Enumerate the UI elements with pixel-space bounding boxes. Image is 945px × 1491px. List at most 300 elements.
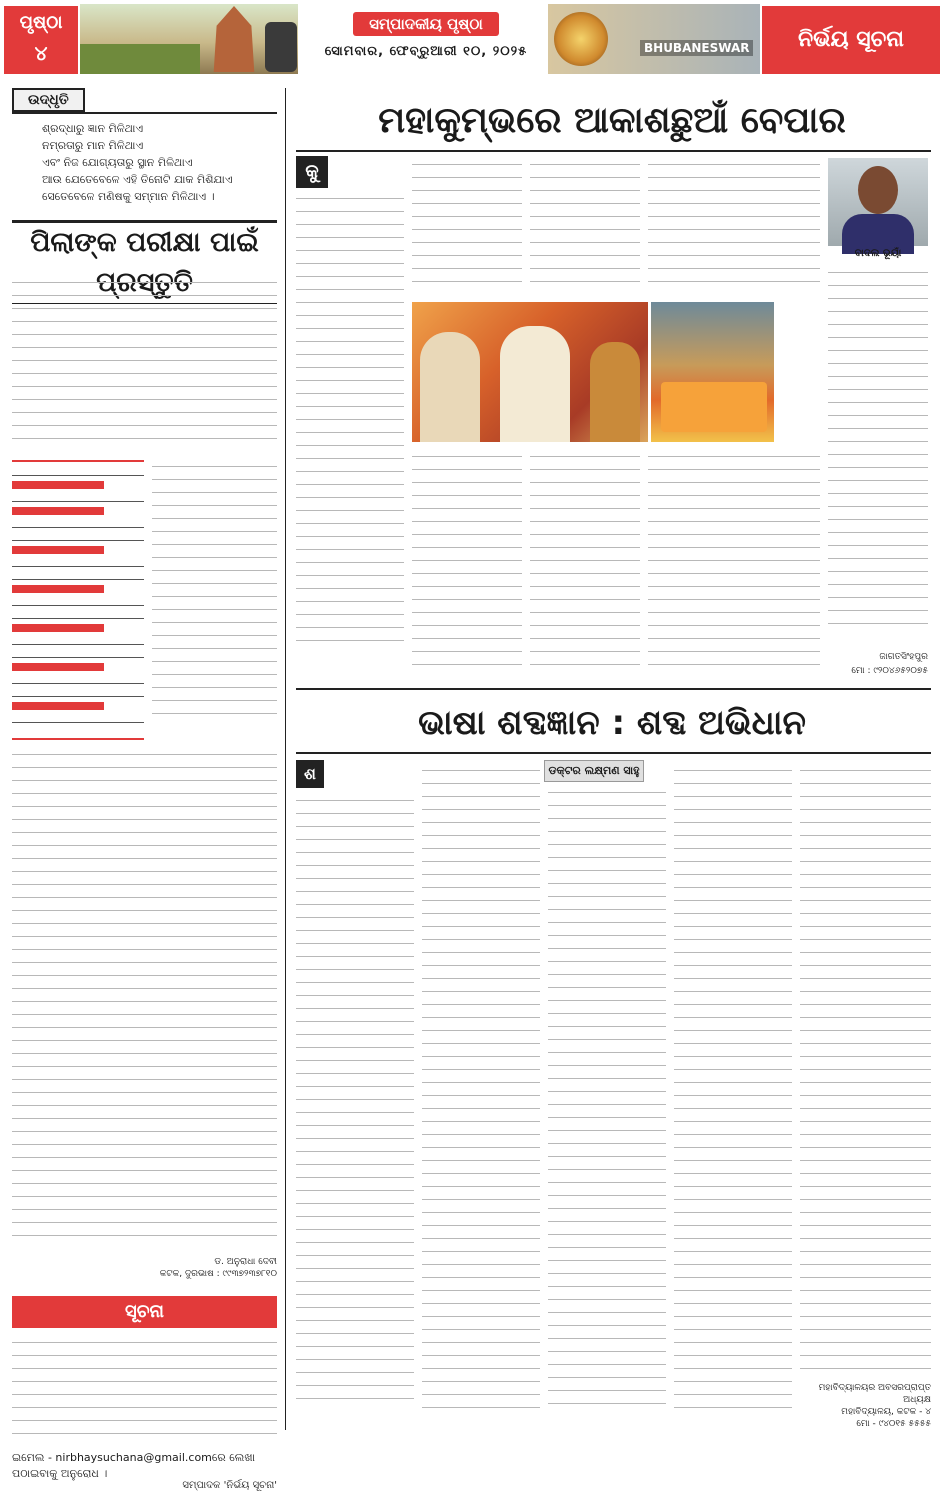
text-line: [548, 1020, 666, 1027]
column-divider: [285, 88, 286, 1430]
kumbh-col-4-bottom: [648, 450, 820, 671]
text-line: [828, 383, 928, 390]
text-line: [12, 1151, 277, 1158]
text-line: [296, 478, 404, 485]
text-line: [800, 946, 931, 953]
text-line: [828, 357, 928, 364]
quote-box: [12, 88, 277, 208]
text-line: [422, 1310, 540, 1317]
text-line: [422, 1141, 540, 1148]
text-line: [296, 1132, 414, 1139]
text-line: [296, 608, 404, 615]
text-line: [296, 1327, 414, 1334]
text-line: [296, 296, 404, 303]
text-line: [296, 833, 414, 840]
text-line: [412, 645, 522, 652]
text-line: [548, 929, 666, 936]
text-line: [296, 1262, 414, 1269]
text-line: [152, 460, 277, 467]
text-line: [828, 292, 928, 299]
text-line: [412, 580, 522, 587]
text-line: [412, 489, 522, 496]
text-line: [12, 663, 104, 671]
text-line: [648, 541, 820, 548]
text-line: [530, 210, 640, 217]
text-line: [296, 322, 404, 329]
text-line: [548, 1254, 666, 1261]
text-line: [674, 1089, 792, 1096]
text-line: [828, 344, 928, 351]
text-line: [412, 606, 522, 613]
text-line: [548, 968, 666, 975]
quote-line: ଶ୍ରଦ୍ଧାରୁ ଜ୍ଞାନ ମିଳିଥାଏ: [42, 122, 144, 135]
text-line: [12, 787, 277, 794]
text-line: [548, 825, 666, 832]
text-line: [422, 1076, 540, 1083]
text-line: [648, 171, 820, 178]
text-line: [152, 707, 277, 714]
text-line: [530, 275, 640, 282]
text-line: [422, 777, 540, 784]
text-line: [674, 1284, 792, 1291]
text-line: [548, 851, 666, 858]
text-line: [648, 645, 820, 652]
text-line: [296, 400, 404, 407]
text-line: [422, 1349, 540, 1356]
text-line: [12, 969, 277, 976]
text-line: [828, 578, 928, 585]
text-line: [548, 1111, 666, 1118]
text-line: [412, 275, 522, 282]
text-line: [548, 1189, 666, 1196]
text-line: [422, 1284, 540, 1291]
text-line: [296, 634, 404, 641]
text-line: [530, 236, 640, 243]
text-line: [12, 611, 144, 619]
text-line: [530, 489, 640, 496]
text-line: [422, 1388, 540, 1395]
text-line: [800, 1284, 931, 1291]
text-line: [12, 572, 144, 580]
text-line: [12, 1177, 277, 1184]
text-line: [12, 507, 104, 515]
language-col-2: [422, 764, 540, 1414]
exam-contact: କଟକ, ଦୁରଭାଷ : ୯୯୩୭୨୩୭୮୧୦: [159, 1269, 277, 1279]
text-line: [548, 981, 666, 988]
text-line: [12, 1229, 277, 1236]
text-line: [530, 450, 640, 457]
text-line: [296, 1379, 414, 1386]
text-line: [422, 933, 540, 940]
text-line: [548, 1228, 666, 1235]
text-line: [800, 998, 931, 1005]
text-line: [12, 943, 277, 950]
text-line: [422, 816, 540, 823]
text-line: [12, 1336, 277, 1343]
text-line: [412, 541, 522, 548]
section-banner: ସମ୍ପାଦକୀୟ ପୃଷ୍ଠା: [353, 12, 499, 36]
text-line: [12, 341, 277, 348]
text-line: [12, 839, 277, 846]
text-line: [674, 855, 792, 862]
text-line: [12, 432, 277, 439]
text-line: [296, 517, 404, 524]
text-line: [800, 1349, 931, 1356]
kumbh-headline: ମହାକୁମ୍ଭରେ ଆକାଶଛୁଆଁ ବେପାର: [378, 100, 846, 141]
text-line: [12, 1388, 277, 1395]
text-line: [152, 577, 277, 584]
language-article: [296, 758, 931, 1430]
quote-line: ନମ୍ରତାରୁ ମାନ ମିଳିଥାଏ: [42, 139, 144, 152]
text-line: [674, 1375, 792, 1382]
text-line: [296, 465, 404, 472]
text-line: [828, 422, 928, 429]
text-line: [422, 946, 540, 953]
text-line: [674, 1401, 792, 1408]
text-line: [548, 1124, 666, 1131]
text-line: [800, 1232, 931, 1239]
text-line: [296, 1340, 414, 1347]
text-line: [412, 567, 522, 574]
text-line: [12, 917, 277, 924]
text-line: [296, 1054, 414, 1061]
text-line: [152, 525, 277, 532]
notice-email: ଇମେଲ - nirbhaysuchana@gmail.comରେ ଲେଖା ପଠାଇବାକୁ ଅନୁରୋଧ ।: [12, 1451, 256, 1480]
text-line: [800, 777, 931, 784]
exam-article-title: ପିଲାଙ୍କ ପରୀକ୍ଷା ପାଇଁ ପ୍ରସ୍ତୁତି: [12, 220, 277, 304]
text-line: [412, 249, 522, 256]
text-line: [648, 632, 820, 639]
text-line: [422, 907, 540, 914]
text-line: [422, 803, 540, 810]
text-line: [800, 920, 931, 927]
text-line: [800, 1271, 931, 1278]
text-line: [828, 461, 928, 468]
text-line: [152, 655, 277, 662]
text-line: [674, 764, 792, 771]
text-line: [530, 502, 640, 509]
headline-rule: [296, 150, 931, 152]
text-line: [12, 419, 277, 426]
text-line: [296, 543, 404, 550]
text-line: [548, 994, 666, 1001]
text-line: [12, 598, 144, 606]
language-sign-line-2: ମହାବିଦ୍ୟାଳୟ, କଟକ - ୪: [841, 1407, 931, 1417]
text-line: [800, 1336, 931, 1343]
text-line: [12, 276, 277, 283]
text-line: [296, 621, 404, 628]
text-line: [828, 591, 928, 598]
text-line: [12, 637, 144, 645]
text-line: [548, 1306, 666, 1313]
text-line: [548, 1098, 666, 1105]
text-line: [800, 764, 931, 771]
text-line: [548, 1072, 666, 1079]
text-line: [648, 197, 820, 204]
page-number: ୪: [34, 41, 48, 65]
text-line: [800, 1050, 931, 1057]
text-line: [422, 1375, 540, 1382]
text-line: [674, 1037, 792, 1044]
text-line: [800, 1258, 931, 1265]
text-line: [422, 1050, 540, 1057]
masthead: [0, 0, 945, 78]
text-line: [674, 816, 792, 823]
text-line: [12, 930, 277, 937]
text-line: [12, 328, 277, 335]
text-line: [828, 305, 928, 312]
language-author: ଡକ୍ଟର ଲକ୍ଷ୍ମଣ ସାହୁ: [544, 760, 644, 782]
text-line: [12, 1349, 277, 1356]
text-line: [422, 1154, 540, 1161]
kumbh-col-3-bottom: [530, 450, 640, 671]
text-line: [12, 1375, 277, 1382]
text-line: [800, 1362, 931, 1369]
text-line: [422, 920, 540, 927]
text-line: [800, 1180, 931, 1187]
text-line: [800, 985, 931, 992]
text-line: [530, 262, 640, 269]
language-col-1: [296, 794, 414, 1405]
text-line: [548, 799, 666, 806]
kumbh-dropcap: କୁ: [296, 156, 328, 188]
text-line: [548, 1241, 666, 1248]
text-line: [674, 1024, 792, 1031]
text-line: [828, 266, 928, 273]
text-line: [412, 158, 522, 165]
text-line: [800, 1037, 931, 1044]
text-line: [530, 249, 640, 256]
text-line: [674, 803, 792, 810]
text-line: [548, 916, 666, 923]
text-line: [530, 541, 640, 548]
text-line: [12, 748, 277, 755]
text-line: [12, 1021, 277, 1028]
page-label: ପୃଷ୍ଠା: [19, 12, 63, 33]
text-line: [548, 877, 666, 884]
text-line: [422, 1011, 540, 1018]
text-line: [800, 816, 931, 823]
text-line: [296, 1249, 414, 1256]
text-line: [296, 1145, 414, 1152]
text-line: [648, 593, 820, 600]
text-line: [674, 1271, 792, 1278]
text-line: [12, 520, 144, 528]
text-line: [296, 1119, 414, 1126]
text-line: [800, 1076, 931, 1083]
text-line: [296, 1210, 414, 1217]
text-line: [548, 903, 666, 910]
text-line: [530, 197, 640, 204]
text-line: [412, 223, 522, 230]
text-line: [296, 309, 404, 316]
text-line: [12, 852, 277, 859]
text-line: [674, 1362, 792, 1369]
language-contact: ମୋ - ୯୪୦୧୫ ୫୫୫୫: [856, 1419, 931, 1429]
text-line: [412, 262, 522, 269]
text-line: [12, 774, 277, 781]
text-line: [422, 1232, 540, 1239]
text-line: [296, 1106, 414, 1113]
text-line: [674, 1349, 792, 1356]
text-line: [12, 982, 277, 989]
text-line: [800, 1193, 931, 1200]
text-line: [548, 1046, 666, 1053]
text-line: [152, 499, 277, 506]
text-line: [800, 972, 931, 979]
text-line: [296, 361, 404, 368]
text-line: [296, 885, 414, 892]
text-line: [800, 855, 931, 862]
text-line: [296, 872, 414, 879]
text-line: [422, 972, 540, 979]
text-line: [12, 1008, 277, 1015]
text-line: [12, 494, 144, 502]
text-line: [800, 1245, 931, 1252]
text-line: [828, 487, 928, 494]
text-line: [800, 868, 931, 875]
text-line: [296, 794, 414, 801]
page-number-box: [4, 6, 78, 74]
text-line: [530, 476, 640, 483]
text-line: [674, 998, 792, 1005]
language-sign-line-1: ମହାବିଦ୍ୟାଳୟର ଅବସରପ୍ରାପ୍ତ ଅଧ୍ୟକ୍ଷ: [818, 1383, 931, 1405]
text-line: [800, 1167, 931, 1174]
quote-line: ଆଉ ଯେତେବେଳେ ଏହି ତିନୋଟି ଯାକ ମିଶିଯାଏ: [42, 173, 233, 186]
text-line: [296, 426, 404, 433]
kumbh-col-3-top: [530, 158, 640, 288]
text-line: [422, 1167, 540, 1174]
language-dropcap: ଶ: [296, 760, 324, 788]
text-line: [296, 504, 404, 511]
text-line: [548, 1137, 666, 1144]
food-plate-graphic: [554, 12, 608, 66]
text-line: [548, 838, 666, 845]
text-line: [12, 624, 104, 632]
text-line: [152, 668, 277, 675]
text-line: [648, 502, 820, 509]
text-line: [12, 865, 277, 872]
text-line: [412, 236, 522, 243]
text-line: [648, 476, 820, 483]
text-line: [674, 985, 792, 992]
text-line: [828, 539, 928, 546]
text-line: [422, 868, 540, 875]
text-line: [422, 1297, 540, 1304]
text-line: [674, 868, 792, 875]
text-line: [648, 489, 820, 496]
text-line: [422, 1102, 540, 1109]
text-line: [296, 257, 404, 264]
issue-date: ସୋମବାର, ଫେବ୍ରୁଆରୀ ୧୦, ୨୦୨୫: [324, 44, 528, 59]
text-line: [548, 1358, 666, 1365]
text-line: [800, 829, 931, 836]
text-line: [422, 881, 540, 888]
text-line: [296, 530, 404, 537]
text-line: [412, 210, 522, 217]
text-line: [422, 959, 540, 966]
text-line: [674, 1115, 792, 1122]
newspaper-brand: ନିର୍ଭୟ ସୂଚନା: [762, 6, 940, 74]
text-line: [548, 1150, 666, 1157]
text-line: [412, 593, 522, 600]
text-line: [12, 1060, 277, 1067]
text-line: [674, 1206, 792, 1213]
text-line: [12, 367, 277, 374]
text-line: [422, 790, 540, 797]
text-line: [296, 452, 404, 459]
text-line: [296, 924, 414, 931]
text-line: [800, 1219, 931, 1226]
text-line: [674, 1011, 792, 1018]
text-line: [12, 1203, 277, 1210]
text-line: [12, 761, 277, 768]
text-line: [548, 1345, 666, 1352]
text-line: [296, 1041, 414, 1048]
text-line: [674, 1219, 792, 1226]
text-line: [152, 473, 277, 480]
text-line: [296, 439, 404, 446]
text-line: [12, 1099, 277, 1106]
text-line: [648, 580, 820, 587]
text-line: [12, 354, 277, 361]
text-line: [648, 658, 820, 665]
text-line: [674, 842, 792, 849]
text-line: [152, 512, 277, 519]
language-author-signature: [796, 1382, 931, 1430]
text-line: [152, 564, 277, 571]
text-line: [674, 894, 792, 901]
text-line: [674, 829, 792, 836]
text-line: [548, 864, 666, 871]
kumbh-author-contact: ମୋ : ୯୨୦୪୬୫୨୦୭୫: [851, 666, 928, 676]
text-line: [12, 1401, 277, 1408]
text-line: [422, 1206, 540, 1213]
text-line: [530, 463, 640, 470]
masthead-photo: [548, 4, 760, 74]
text-line: [12, 1086, 277, 1093]
text-line: [296, 1184, 414, 1191]
text-line: [800, 1102, 931, 1109]
text-line: [548, 1267, 666, 1274]
text-line: [530, 580, 640, 587]
text-line: [530, 632, 640, 639]
text-line: [422, 1128, 540, 1135]
text-line: [548, 786, 666, 793]
text-line: [296, 820, 414, 827]
text-line: [548, 812, 666, 819]
notice-signature: ସମ୍ପାଦକ 'ନିର୍ଭୟ ସୂଚନା': [182, 1480, 277, 1491]
text-line: [800, 1154, 931, 1161]
text-line: [12, 826, 277, 833]
text-line: [800, 842, 931, 849]
text-line: [548, 1085, 666, 1092]
text-line: [422, 1362, 540, 1369]
text-line: [674, 881, 792, 888]
kumbh-col-2-bottom: [412, 450, 522, 671]
text-line: [674, 946, 792, 953]
text-line: [648, 158, 820, 165]
text-line: [12, 891, 277, 898]
text-line: [674, 777, 792, 784]
text-line: [674, 790, 792, 797]
exam-author: ଡ. ଅନୁରାଧା ଦେବୀ: [214, 1257, 277, 1267]
text-line: [800, 1206, 931, 1213]
text-line: [828, 604, 928, 611]
text-line: [422, 1401, 540, 1408]
text-line: [296, 950, 414, 957]
text-line: [152, 694, 277, 701]
